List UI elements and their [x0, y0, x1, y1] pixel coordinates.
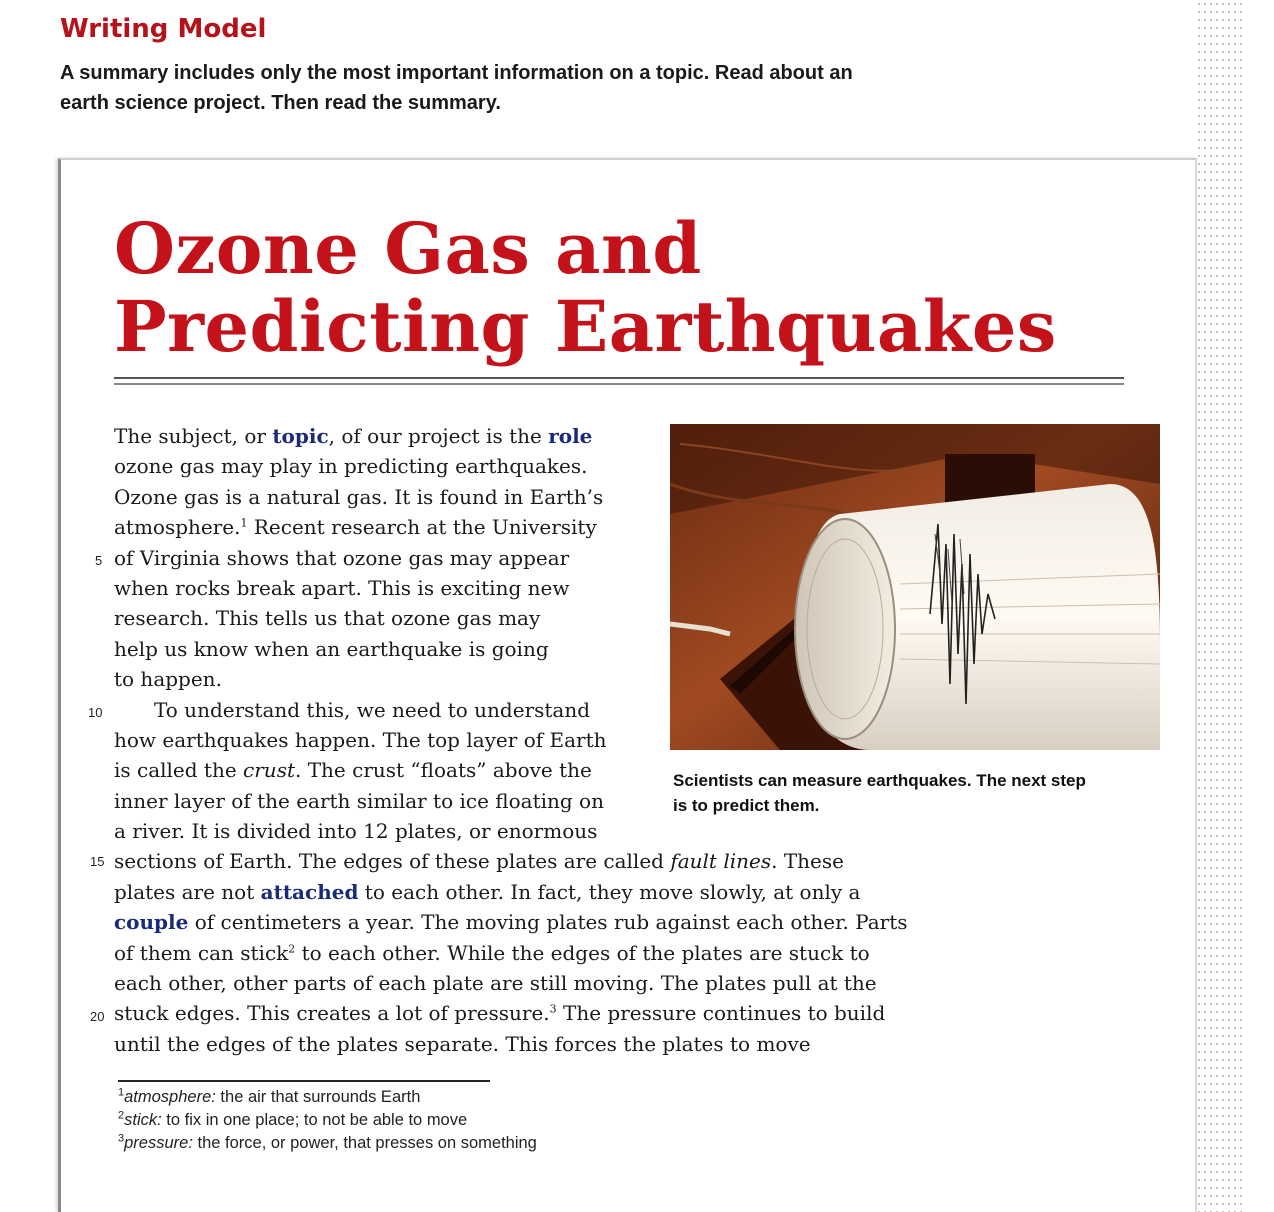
footnote: $^2$stick: to fix in one place; to not be able to move	[118, 1109, 468, 1129]
vocab-word: couple	[114, 910, 189, 935]
title-line: Predicting Earthquakes	[114, 285, 1057, 368]
dotted-margin	[1196, 0, 1242, 1212]
text-line: each other, other parts of each plate are still moving. The plates pull at the	[114, 971, 877, 996]
text-line: plates are not attached to each other. In fact, they move slowly, at only a	[114, 879, 861, 904]
footnote: $^3$pressure: the force, or power, that presses on something	[118, 1132, 537, 1152]
footnote-ref: 2	[288, 941, 296, 955]
intro-line: A summary includes only the most important information on a topic. Read about an	[60, 62, 853, 84]
text-line: ozone gas may play in predicting earthquakes.	[114, 454, 588, 479]
vocab-word: topic	[272, 424, 329, 448]
line-number: 10	[88, 705, 103, 720]
italic-term: fault lines	[670, 849, 772, 874]
caption-line: Scientists can measure earthquakes. The next step	[673, 771, 1086, 790]
text-line: inner layer of the earth similar to ice floating on	[114, 788, 604, 813]
vocab-word: role	[548, 424, 593, 448]
intro-text	[60, 58, 960, 118]
intro-line: earth science project. Then read the summary.	[60, 92, 501, 114]
article-title	[114, 207, 1124, 368]
footnote: $^1$atmosphere: the air that surrounds Earth	[118, 1086, 421, 1106]
text-line: of Virginia shows that ozone gas may appear	[114, 545, 570, 570]
text-line: The subject, or topic, of our project is the role	[114, 424, 593, 448]
line-number: 5	[95, 553, 103, 568]
seismograph-photo	[670, 424, 1160, 750]
text-line: of them can stick$^2$ to each other. While the edges of the plates are stuck to	[114, 940, 870, 965]
text-line: atmosphere.$^1$ Recent research at the University	[114, 515, 597, 540]
photo-caption	[673, 768, 1153, 818]
title-rule	[114, 377, 1124, 379]
text-line: help us know when an earthquake is going	[114, 636, 549, 661]
title-rule	[114, 383, 1124, 385]
text-line: stuck edges. This creates a lot of pressure.$^3$ The pressure continues to build	[114, 1001, 886, 1026]
text-line: is called the crust. The crust “floats” above the	[114, 758, 592, 783]
text-line: sections of Earth. The edges of these plates are called fault lines. These	[114, 849, 844, 874]
text-line: until the edges of the plates separate. This forces the plates to move	[114, 1031, 811, 1056]
text-line: To understand this, we need to understand	[154, 697, 591, 722]
text-line: couple of centimeters a year. The moving plates rub against each other. Parts	[114, 910, 908, 935]
footnote-ref: 1	[240, 516, 248, 530]
italic-term: crust	[243, 758, 295, 783]
line-number: 20	[90, 1009, 105, 1024]
text-line: research. This tells us that ozone gas may	[114, 606, 541, 631]
text-line: a river. It is divided into 12 plates, or enormous	[114, 819, 598, 844]
section-heading: Writing Model	[60, 14, 267, 44]
footnote-rule	[118, 1080, 490, 1082]
footnotes	[118, 1086, 678, 1155]
title-line: Ozone Gas and	[114, 207, 702, 290]
footnote-ref: 3	[549, 1002, 557, 1016]
vocab-word: attached	[260, 879, 359, 904]
text-line: when rocks break apart. This is exciting new	[114, 575, 570, 600]
text-line: how earthquakes happen. The top layer of Earth	[114, 727, 607, 752]
caption-line: is to predict them.	[673, 796, 820, 815]
line-number: 15	[90, 854, 105, 869]
text-line: Ozone gas is a natural gas. It is found in Earth’s	[114, 484, 604, 509]
text-line: to happen.	[114, 667, 222, 692]
